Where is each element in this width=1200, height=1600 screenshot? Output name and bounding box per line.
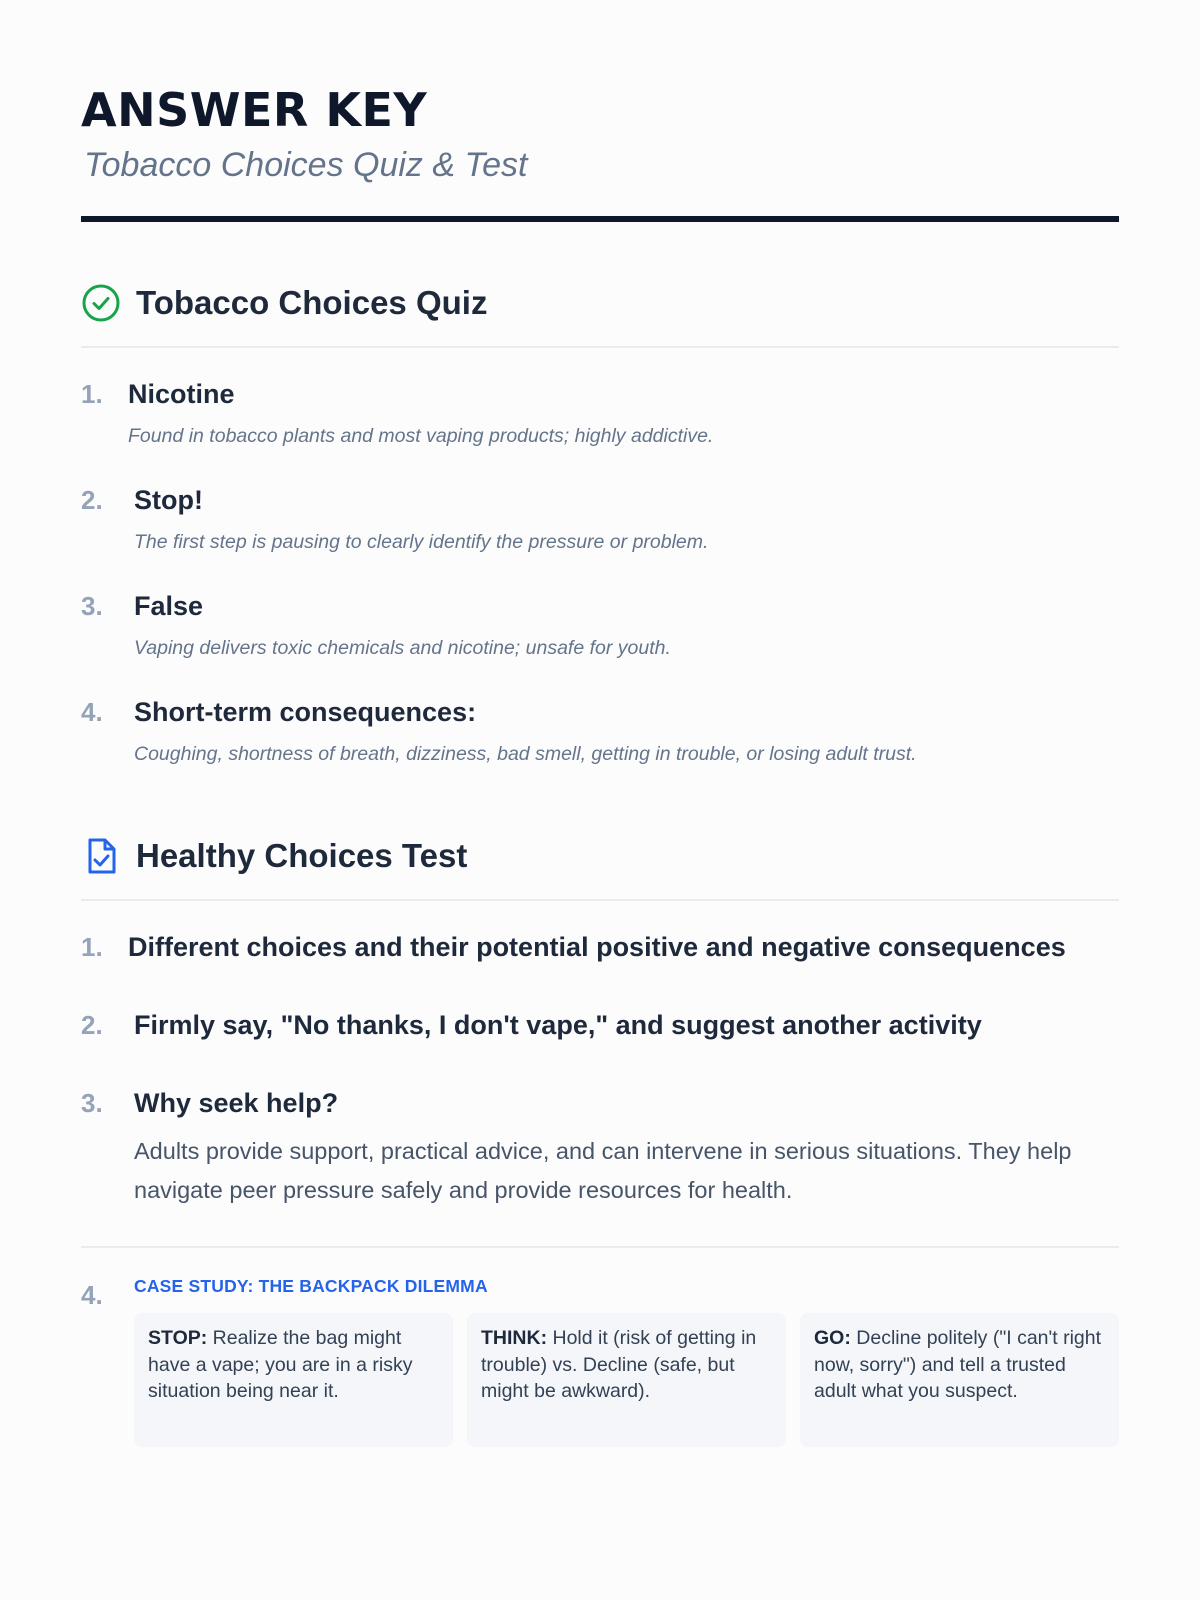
test-divider [81,899,1119,901]
quiz-item [81,695,1119,767]
quiz-item [81,483,1119,555]
stop-card [134,1313,453,1447]
item-answer: Firmly say, "No thanks, I don't vape," and suggest another activity [134,1010,982,1040]
card-text: Hold it (risk of getting in trouble) vs. Decline (safe, but might be awkward). [481,1327,757,1402]
item-number: 4. [81,1280,103,1310]
card-text: Decline politely ("I can't right now, sorry") and tell a trusted adult what you suspect. [814,1327,1102,1402]
case-study-label: CASE STUDY: THE BACKPACK DILEMMA [134,1276,488,1296]
item-answer: Stop! [134,485,203,515]
file-check-icon [81,836,121,876]
item-number: 2. [81,1010,103,1040]
test-item [81,1008,1119,1042]
item-explanation: Found in tobacco plants and most vaping products; highly addictive. [128,425,714,447]
test-section [81,831,1119,1447]
item-number: 3. [81,591,103,621]
case-study [81,1276,1119,1447]
page-title: ANSWER KEY [81,83,428,137]
quiz-divider [81,346,1119,348]
item-explanation: Vaping delivers toxic chemicals and nicotine; unsafe for youth. [134,637,671,659]
header-divider [81,216,1119,222]
header [81,0,1119,222]
item-answer: Nicotine [128,379,235,409]
item-answer: Different choices and their potential positive and negative consequences [128,932,1066,962]
item-number: 1. [81,379,103,409]
item-number: 1. [81,932,103,962]
test-section-header [81,831,1119,881]
item-explanation: Coughing, shortness of breath, dizziness, bad smell, getting in trouble, or losing adult trust. [134,743,917,765]
quiz-section-header [81,278,1119,328]
case-study-divider [81,1246,1119,1248]
case-study-cards [134,1313,1119,1447]
quiz-section-title: Tobacco Choices Quiz [136,284,488,321]
quiz-section [81,278,1119,767]
test-section-title: Healthy Choices Test [136,837,468,874]
think-card [467,1313,786,1447]
card-label: STOP: [148,1327,208,1349]
item-number: 2. [81,485,103,515]
item-explanation: Adults provide support, practical advice, and can intervene in serious situations. They help navigate peer pressure safely and provide resources for health. [134,1138,1072,1203]
quiz-item [81,589,1119,661]
item-answer: False [134,591,204,621]
card-text: Realize the bag might have a vape; you are in a risky situation being near it. [148,1327,413,1402]
test-item [81,930,1119,964]
test-item [81,1086,1119,1210]
item-answer: Short-term consequences: [134,697,477,727]
go-card [800,1313,1119,1447]
item-number: 3. [81,1088,103,1118]
page-subtitle: Tobacco Choices Quiz & Test [84,146,528,184]
item-explanation: The first step is pausing to clearly identify the pressure or problem. [134,531,709,553]
item-question: Why seek help? [134,1088,339,1118]
card-label: THINK: [481,1327,548,1349]
quiz-item [81,377,1119,449]
card-label: GO: [814,1327,851,1349]
item-number: 4. [81,697,103,727]
check-circle-icon [81,283,121,323]
